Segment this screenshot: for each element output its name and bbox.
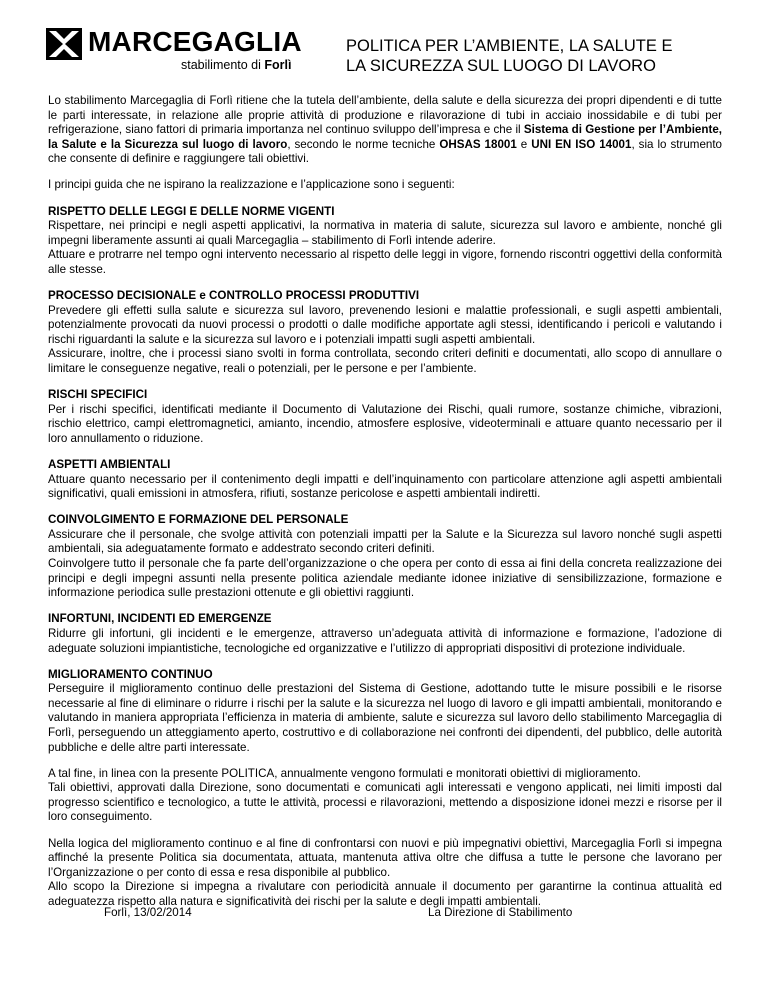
closing-paragraph: Nella logica del miglioramento continuo e al fine di confrontarsi con nuovi e più impegnativi obiettivi, Marcegaglia Forlì si impegna affinché la presente Politica sia documentata, attuata, mantenuta attiva oltre che diffusa a tutte le persone che lavorano per l’Organizzazione o per conto di essa e resa disponibile al pubblico. [48,836,722,879]
closing-commitment [48,837,722,910]
section-paragraph: Coinvolgere tutto il personale che fa parte dell’organizzazione o che opera per conto di essa ai fini della concreta realizzazione dei principi e degli impegni assunti nella presente politica aziendale mediante idonee iniziative di sensibilizzazione, formazione e informazione periodica sulle prestazioni ottenute e gli obiettivi raggiunti. [48,557,722,600]
section-environmental-aspects [48,458,722,502]
section-accidents [48,612,722,656]
section-paragraph: Rispettare, nei principi e negli aspetti applicativi, la normativa in materia di salute, sicurezza sul lavoro e ambiente, nonché gli impegni liberamente assunti ai quali Marcegaglia – stabilimento di Forlì intende aderire. [48,219,722,247]
title-line-1: POLITICA PER L’AMBIENTE, LA SALUTE E [346,37,673,55]
section-paragraph: Assicurare, inoltre, che i processi siano svolti in forma controllata, secondo criteri definiti e documentati, allo scopo di annullare o limitare le conseguenze negative, reali o potenziali, per le persone e per l’ambiente. [48,347,722,375]
section-heading: ASPETTI AMBIENTALI [48,457,171,471]
section-decision-process [48,289,722,377]
closing-paragraph: Tali obiettivi, approvati dalla Direzione, sono documentati e comunicati agli interessati e vengono applicati, nei limiti imposti dal progresso scientifico e tecnologico, a tutte le attività, processi e rilavorazioni, mettendo a disposizione idonei mezzi e risorse per il loro conseguimento. [48,781,722,824]
section-continuous-improvement [48,668,722,756]
closing-paragraph: Allo scopo la Direzione si impegna a rivalutare con periodicità annuale il documento per garantirne la continua attualità ed adeguatezza rispetto alla natura e significatività dei rischi per la salute e degli impatti ambientali. [48,880,722,908]
section-specific-risks [48,388,722,446]
section-heading: RISPETTO DELLE LEGGI E DELLE NORME VIGENTI [48,204,335,218]
intro-paragraph: Lo stabilimento Marcegaglia di Forlì ritiene che la tutela dell’ambiente, della salute e della sicurezza dei propri dipendenti e di tutte le parti interessate, in relazione alle proprie attività di produzione e rilavorazione di tubi in acciaio inossidabile e di tubi per refrigerazione, siano fattori di primaria importanza nel continuo sviluppo dell’impresa e che il Sistema di Gestione per l’Ambiente, la Salute e la Sicurezza sul luogo di lavoro, secondo le norme tecniche OHSAS 18001 e UNI EN ISO 14001, sia lo strumento che consente di definire e raggiungere tali obiettivi. [48,94,723,166]
marcegaglia-logo-icon [46,28,82,60]
section-paragraph: Prevedere gli effetti sulla salute e sicurezza sul lavoro, prevenendo lesioni e malattie professionali, e sugli aspetti ambientali, potenzialmente provocati da nuovi processi o prodotti o dalle modifiche apportate agli stessi, identificando i pericoli e valutando i rischi riguardanti la salute e la sicurezza sul lavoro e i potenziali impatti sugli aspetti ambientali. [48,303,722,346]
section-paragraph: Ridurre gli infortuni, gli incidenti e le emergenze, attraverso un’adeguata attività di informazione e formazione, l’adozione di adeguate soluzioni impiantistiche, tecnologiche ed organizzative e l’utilizzo di appropriati dispositivi di protezione individuale. [48,626,722,655]
plant-subtitle: stabilimento di Forlì [181,58,292,72]
section-paragraph: Attuare quanto necessario per il contenimento degli impatti e dell’inquinamento con particolare attenzione agli aspetti ambientali significativi, quali emissioni in atmosfera, rifiuti, sostanze pericolose e aspetti ambientali indiretti. [48,472,722,501]
policy-body [48,94,722,910]
section-heading: PROCESSO DECISIONALE e CONTROLLO PROCESSI PRODUTTIVI [48,289,420,303]
brand-name: MARCEGAGLIA [88,26,302,57]
title-line-2: LA SICUREZZA SUL LUOGO DI LAVORO [346,57,656,75]
document-title [346,36,746,76]
place-date: Forlì, 13/02/2014 [104,906,192,919]
section-paragraph: Assicurare che il personale, che svolge attività con potenziali impatti per la Salute e la Sicurezza sul lavoro nonché sugli aspetti ambientali, sia adeguatamente formato e addestrato secondo criteri definiti. [48,527,722,556]
section-heading: MIGLIORAMENTO CONTINUO [48,667,213,681]
company-logo [46,26,302,73]
section-heading: INFORTUNI, INCIDENTI ED EMERGENZE [48,612,272,626]
closing-objectives [48,767,722,825]
section-staff-involvement [48,513,722,601]
principles-intro: I principi guida che ne ispirano la realizzazione e l’applicazione sono i seguenti: [48,178,455,192]
section-paragraph: Attuare e protrarre nel tempo ogni intervento necessario al rispetto delle leggi in vigore, fornendo riscontri oggettivi della conformità alle stesse. [48,248,722,276]
section-laws [48,205,722,278]
section-paragraph: Perseguire il miglioramento continuo delle prestazioni del Sistema di Gestione, adottando tutte le misure possibili e le risorse necessarie al fine di eliminare o ridurre i rischi per la salute e la sicurezza nel luogo di lavoro e gli impatti ambientali, monitorando e valutando in maniera appropriata l’efficienza in materia di ambiente, salute e sicurezza sul lavoro dello stabilimento Marcegaglia di Forlì, perseguendo un atteggiamento aperto, costruttivo e di collaborazione nei confronti dei dipendenti, del pubblico, delle autorità pubbliche e delle altre parti interessate. [48,682,722,754]
closing-paragraph: A tal fine, in linea con la presente POLITICA, annualmente vengono formulati e monitorati obiettivi di miglioramento. [48,766,641,780]
signature-label: La Direzione di Stabilimento [428,906,573,919]
section-paragraph: Per i rischi specifici, identificati mediante il Documento di Valutazione dei Rischi, quali rumore, sostanze chimiche, vibrazioni, rischio elettrico, campi elettromagnetici, amianto, incendio, atmosfere esplosive, videoterminali e attuare quanto necessario per il loro annullamento o riduzione. [48,402,722,445]
section-heading: RISCHI SPECIFICI [48,388,148,402]
section-heading: COINVOLGIMENTO E FORMAZIONE DEL PERSONALE [48,513,349,527]
